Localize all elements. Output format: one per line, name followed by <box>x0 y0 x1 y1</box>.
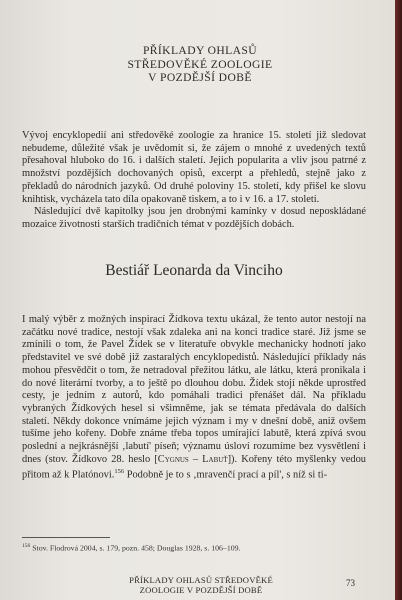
intro-text <box>22 130 366 232</box>
book-cover-edge <box>395 0 402 600</box>
running-footer-title: PŘÍKLADY OHLASŮ STŘEDOVĚKÉ ZOOLOGIE V POZDĚJŠÍ DOBĚ <box>129 575 273 595</box>
section-paragraph-end: ]). Kořeny této myšlenky vedou přitom až k Platónovi. <box>22 453 366 481</box>
section-paragraph-text: I malý výběr z možných inspirací Žídkova textu ukázal, že tento autor nestojí na začátku nové tradice, nestojí však zdaleka ani na konci tradice staré. Již jsme se zmínili o tom, že Pavel Žídek se v literatuře obvykle mechanicky hodnotí jako představitel ve své době již zastaralých encyklopedistů. Následující příklady nás mohou přesvědčit o tom, že netradoval přežitou látku, ale látku, která pronikala i do nové literární tvorby, a to ještě po dlouhou dobu. Žídek stojí někde uprostřed cesty, je jedním z autorů, kdo pomáhali tradici přenášet dál. Na příkladu vybraných Žídkových hesel si všimněme, jak se témata předávala do dalších staletí. Někdy dokonce vnímáme jejich význam i my v dnešní době, aniž ovšem tušíme jeho kořeny. Dobře známe třeba topos umírající labutě, která zpívá svou poslední a nejkrásnější ‚labutí' píseň; významu úsloví rozumíme bez vysvětlení i dnes (stov. Žídkovo 28. heslo [C <box>22 314 366 465</box>
footnote <box>22 543 366 553</box>
footnote-reference[interactable]: 156 <box>114 468 125 476</box>
section-body <box>22 314 366 483</box>
footnote-text: Stov. Flodrová 2004, s. 179, pozn. 458; Douglas 1928, s. 106–109. <box>30 543 241 553</box>
footnote-divider <box>22 537 110 538</box>
chapter-title-line-1: PŘÍKLADY OHLASŮ <box>142 44 258 57</box>
page-number: 73 <box>346 578 355 588</box>
chapter-title <box>70 44 330 85</box>
footnote-number: 156 <box>22 543 31 549</box>
intro-paragraph-1: Vývoj encyklopedií ani středověké zoologie za hranice 15. století již sledovat nebudeme, důležité však je uvědomit si, že zájem o mnohé z uvedených textů přesahoval hluboko do 16. i dalších staletí. Jejich popularita a vliv jsou patrné z množství pozdějších dochovaných opisů, excerpt a přehledů, stejně jako z překladů do národních jazyků. Od druhé poloviny 15. století, kdy přišel ke slovu knihtisk, vycházela tato díla opakovaně tiskem, a to i v 16. a 17. století. <box>22 130 366 205</box>
section-paragraph <box>22 314 366 483</box>
chapter-title-line-3: V POZDĚJŠÍ DOBĚ <box>148 71 252 84</box>
chapter-title-line-2: STŘEDOVĚKÉ ZOOLOGIE <box>127 57 273 71</box>
intro-paragraph-2: Následující dvě kapitolky jsou jen drobnými kamínky v dosud neposkládané mozaice životnosti starších tradičních témat v pozdějších dobách. <box>22 206 366 230</box>
section-heading: Bestiář Leonarda da Vinciho <box>105 262 283 279</box>
term-smallcaps: ygnus – Labuť <box>164 453 228 465</box>
section-paragraph-tail: Podobně je to s ‚mravenčí prací a píl', s níž si ti- <box>124 469 328 481</box>
